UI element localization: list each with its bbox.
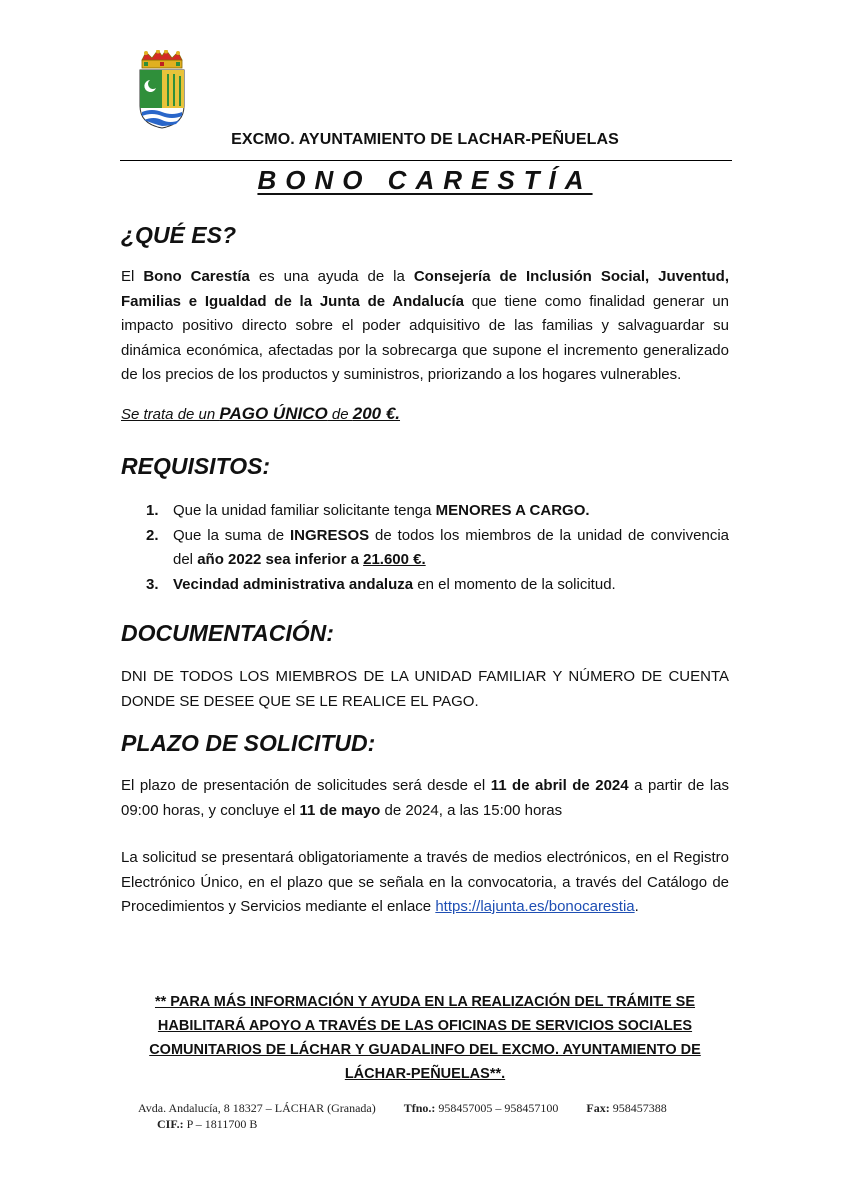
footer-fax: 958457388 — [609, 1101, 667, 1115]
header-divider — [120, 160, 732, 161]
list-item: 2. Que la suma de INGRESOS de todos los miembros de la unidad de convivencia del año 2022 sea inferior a 21.600 €. — [146, 526, 730, 568]
document-title: BONO CARESTÍA — [257, 165, 593, 195]
list-item: 3. Vecindad administrativa andaluza en el momento de la solicitud. — [146, 575, 616, 593]
section-heading-plazo: PLAZO DE SOLICITUD: — [121, 730, 376, 756]
que-es-paragraph: El Bono Carestía es una ayuda de la Consejería de Inclusión Social, Juventud, Familias e Igualdad de la Junta de Andalucía que tiene como finalidad generar un impacto positivo directo sobre el poder adquisitivo de las familias y salvaguardar su dinámica económica, afectadas por la sobrecarga que supone el incremento generalizado de los precios de los productos y suministros, priorizando a los hogares vulnerables. — [121, 268, 730, 383]
footer-phone: 958457005 – 958457100 — [435, 1101, 559, 1115]
section-heading-documentacion: DOCUMENTACIÓN: — [121, 620, 334, 646]
solicitud-paragraph: La solicitud se presentará obligatoriamente a través de medios electrónicos, en el Registro Electrónico Único, en el plazo que se señala en la convocatoria, a través del Catálogo de Procedimientos y Servicios mediante el enlace https://lajunta.es/bonocarestia. — [121, 849, 729, 915]
footer-address: Avda. Andalucía, 8 18327 – LÁCHAR (Granada) — [138, 1101, 376, 1115]
municipal-crest-icon — [136, 50, 188, 130]
documentacion-text: DNI DE TODOS LOS MIEMBROS DE LA UNIDAD FAMILIAR Y NÚMERO DE CUENTA DONDE SE DESEE QUE SE LE REALICE EL PAGO. — [121, 668, 729, 710]
bono-carestia-link[interactable]: https://lajunta.es/bonocarestia — [435, 898, 635, 915]
section-heading-requisitos: REQUISITOS: — [121, 453, 271, 479]
info-note: ** PARA MÁS INFORMACIÓN Y AYUDA EN LA REALIZACIÓN DEL TRÁMITE SE HABILITARÁ APOYO A TRAVÉS DE LAS OFICINAS DE SERVICIOS SOCIALES COMUNITARIOS DE LÁCHAR Y GUADALINFO DEL EXCMO. AYUNTAMIENTO DE LÁCHAR-PEÑUELAS**. — [149, 994, 701, 1082]
list-item: 1. Que la unidad familiar solicitante tenga MENORES A CARGO. — [146, 502, 590, 519]
requirements-list — [121, 499, 729, 597]
organization-name: EXCMO. AYUNTAMIENTO DE LACHAR-PEÑUELAS — [231, 131, 619, 148]
payment-amount-line: Se trata de un PAGO ÚNICO de 200 €. — [121, 404, 401, 423]
footer-contact: Avda. Andalucía, 8 18327 – LÁCHAR (Granada) Tfno.: 958457005 – 958457100 Fax: 958457388 — [138, 1101, 667, 1115]
footer-cif: CIF.: P – 1811700 B — [157, 1117, 258, 1131]
plazo-paragraph: El plazo de presentación de solicitudes será desde el 11 de abril de 2024 a partir de las 09:00 horas, y concluye el 11 de mayo de 2024, a las 15:00 horas — [121, 777, 729, 819]
section-heading-que-es: ¿QUÉ ES? — [121, 222, 237, 248]
